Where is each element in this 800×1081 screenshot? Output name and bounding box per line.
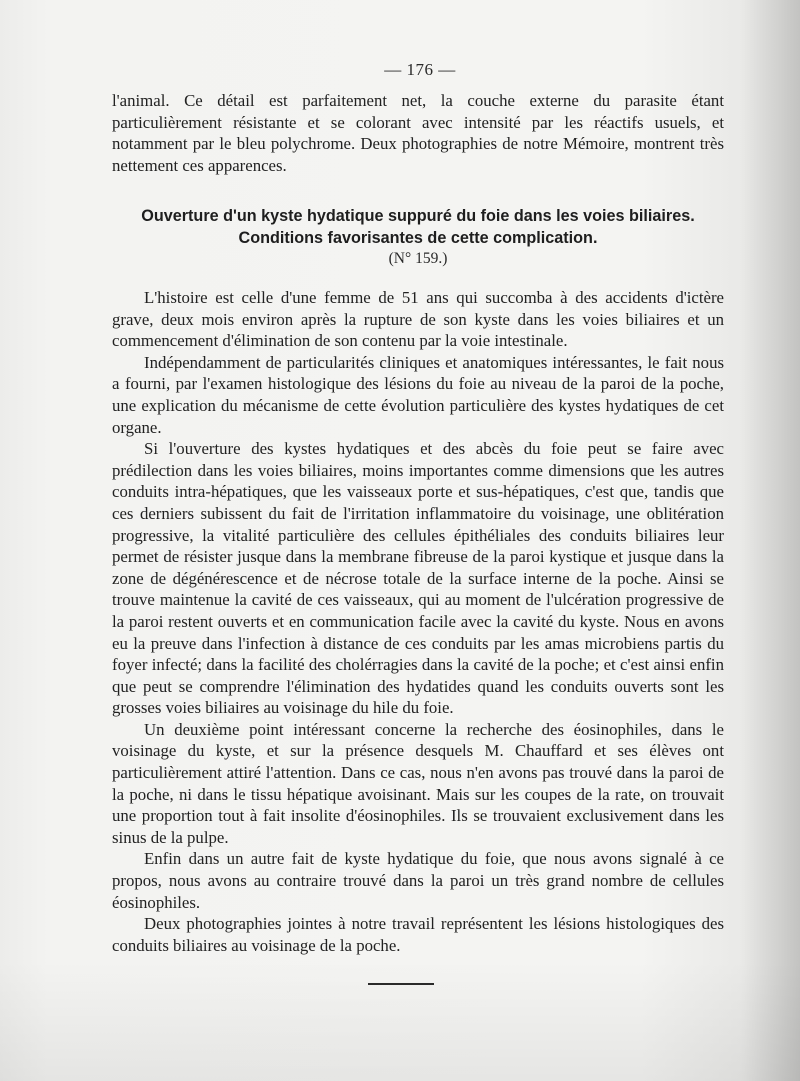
section-reference: (N° 159.) bbox=[388, 250, 448, 267]
body-paragraph: Si l'ouverture des kystes hydatiques et des abcès du foie peut se faire avec prédilection dans les voies biliaires, moins importantes comme dimensions que les autres conduits intra-hépatiques, que les vaisseaux porte et sus-hépatiques, c'est que, tandis que ces derniers subissent du fait de l'irritation inflammatoire du voisinage, une oblitération progressive, la vitalité particulière des cellules épithéliales des conduits biliaires leur permet de résister jusque dans la membrane fibreuse de la paroi kystique et jusque dans la zone de dégénérescence et de nécrose totale de la surface interne de la poche. Ainsi se trouve maintenue la cavité de ces vaisseaux, qui au moment de l'ulcération progressive de la paroi restent ouverts et en communication facile avec la cavité du kyste. Nous en avons eu la preuve dans l'infection à distance de ces conduits par les amas microbiens partis du foyer infecté; dans la facilité des cholérragies dans la cavité de la poche; et c'est ainsi enfin que peut se comprendre l'élimination des hydatides quand les conduits ouverts sont les grosses voies biliaires au voisinage du hile du foie. bbox=[112, 439, 724, 718]
section-body bbox=[112, 287, 724, 956]
body-paragraph: L'histoire est celle d'une femme de 51 ans qui succomba à des accidents d'ictère grave, deux mois environ après la rupture de son kyste dans les voies biliaires et un commencement d'élimination de son contenu par la voie intestinale. bbox=[112, 288, 724, 351]
body-paragraph: Enfin dans un autre fait de kyste hydatique du foie, que nous avons signalé à ce propos, nous avons au contraire trouvé dans la paroi un très grand nombre de cellules éosinophiles. bbox=[112, 849, 724, 912]
intro-text bbox=[112, 90, 724, 176]
page-number: — 176 — bbox=[384, 60, 456, 79]
body-paragraph: Un deuxième point intéressant concerne la recherche des éosinophiles, dans le voisinage du kyste, et sur la présence desquels M. Chauffard et ses élèves ont particulièrement attiré l'attention. Dans ce cas, nous n'en avons pas trouvé dans la paroi de la poche, ni dans le tissu hépatique avoisinant. Mais sur les coupes de la rate, on trouvait une proportion tout à fait insolite d'éosinophiles. Ils se trouvaient exclusivement dans les sinus de la pulpe. bbox=[112, 719, 724, 847]
section-title: Ouverture d'un kyste hydatique suppuré du foie dans les voies biliaires. Conditions favorisantes de cette complication. bbox=[141, 207, 695, 247]
page-bottom-shadow bbox=[0, 961, 800, 1081]
page-edge-shadow bbox=[740, 0, 800, 1081]
body-paragraph: Deux photographies jointes à notre travail représentent les lésions histologiques des conduits biliaires au voisinage de la poche. bbox=[112, 914, 724, 955]
end-rule bbox=[368, 983, 434, 985]
body-paragraph: Indépendamment de particularités cliniques et anatomiques intéressantes, le fait nous a fourni, par l'examen histologique des lésions du foie au niveau de la paroi de la poche, une explication du mécanisme de cette évolution particulière des kystes hydatiques de cet organe. bbox=[112, 352, 724, 437]
intro-paragraph: l'animal. Ce détail est parfaitement net, la couche externe du parasite étant particulièrement résistante et se colorant avec intensité par les réactifs usuels, et notamment par le bleu polychrome. Deux photographies de notre Mémoire, montrent très nettement ces apparences. bbox=[112, 91, 724, 175]
